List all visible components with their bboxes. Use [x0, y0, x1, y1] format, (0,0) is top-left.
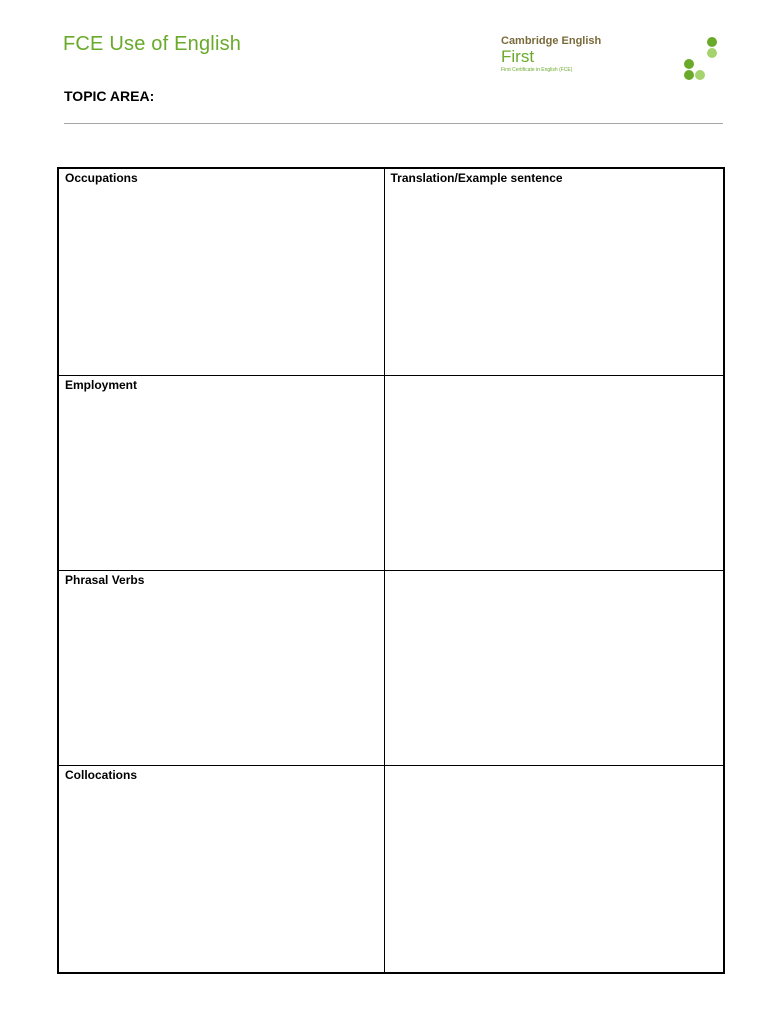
- logo-dots-icon: [680, 34, 722, 82]
- phrasal-verbs-header-cell: Phrasal Verbs: [58, 571, 384, 766]
- topic-area-label: TOPIC AREA:: [64, 88, 155, 104]
- logo-first-text: First: [501, 47, 535, 66]
- occupations-header-cell: Occupations: [58, 168, 384, 376]
- header-divider: [64, 123, 723, 124]
- table-row: [58, 168, 724, 376]
- employment-entry-cell: [384, 376, 724, 571]
- table-row: [58, 376, 724, 571]
- collocations-entry-cell: [384, 766, 724, 974]
- phrasal-verbs-entry-cell: [384, 571, 724, 766]
- logo-subtitle-text: First Certificate in English (FCE): [501, 67, 573, 73]
- cambridge-english-first-logo: [501, 35, 621, 74]
- logo-cambridge-english-text: Cambridge English: [501, 35, 602, 47]
- collocations-header-cell: Collocations: [58, 766, 384, 974]
- document-title: FCE Use of English: [63, 33, 242, 55]
- vocabulary-table: [57, 167, 725, 974]
- table-row: [58, 766, 724, 974]
- table-row: [58, 571, 724, 766]
- translation-header-cell: Translation/Example sentence: [384, 168, 724, 376]
- employment-header-cell: Employment: [58, 376, 384, 571]
